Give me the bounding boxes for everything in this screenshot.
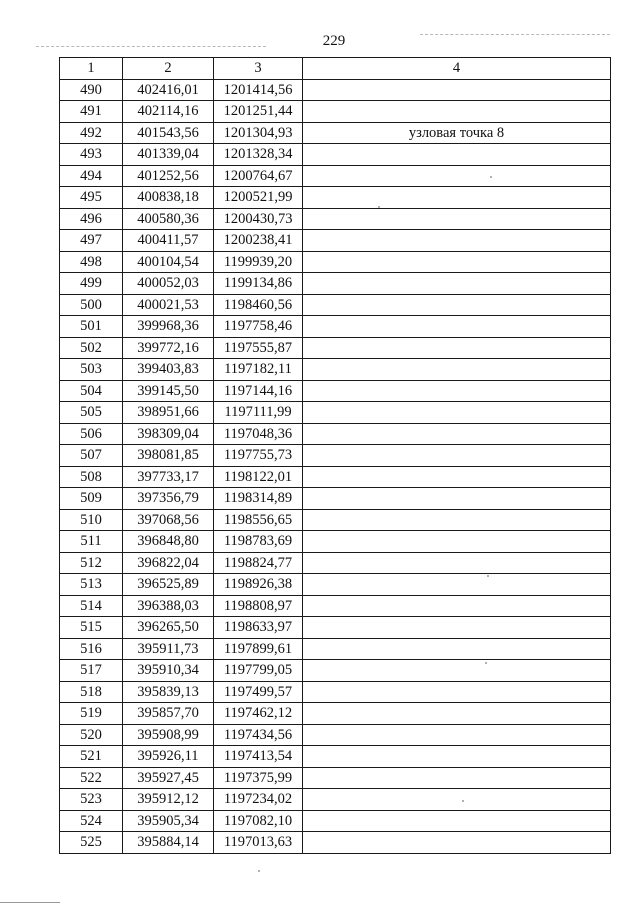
table-row — [60, 703, 611, 725]
note-cell: узловая точка 8 — [303, 122, 611, 144]
note-cell — [303, 402, 611, 424]
point-number-cell: 525 — [60, 832, 123, 854]
x-coordinate-cell: 398081,85 — [123, 445, 214, 467]
note-cell — [303, 595, 611, 617]
y-coordinate-cell: 1198314,89 — [214, 488, 303, 510]
scan-speck — [378, 206, 380, 208]
x-coordinate-cell: 397733,17 — [123, 466, 214, 488]
table-body — [60, 79, 611, 853]
y-coordinate-cell: 1197499,57 — [214, 681, 303, 703]
column-header-note: 4 — [303, 58, 611, 80]
y-coordinate-cell: 1200238,41 — [214, 230, 303, 252]
table-row — [60, 208, 611, 230]
note-cell — [303, 509, 611, 531]
point-number-cell: 516 — [60, 638, 123, 660]
point-number-cell: 496 — [60, 208, 123, 230]
note-cell — [303, 488, 611, 510]
table-row — [60, 810, 611, 832]
x-coordinate-cell: 402114,16 — [123, 101, 214, 123]
point-number-cell: 498 — [60, 251, 123, 273]
table-row — [60, 488, 611, 510]
x-coordinate-cell: 399403,83 — [123, 359, 214, 381]
point-number-cell: 495 — [60, 187, 123, 209]
y-coordinate-cell: 1197434,56 — [214, 724, 303, 746]
x-coordinate-cell: 399968,36 — [123, 316, 214, 338]
x-coordinate-cell: 400021,53 — [123, 294, 214, 316]
point-number-cell: 523 — [60, 789, 123, 811]
column-header-point-number: 1 — [60, 58, 123, 80]
point-number-cell: 503 — [60, 359, 123, 381]
note-cell — [303, 294, 611, 316]
note-cell — [303, 660, 611, 682]
y-coordinate-cell: 1201251,44 — [214, 101, 303, 123]
table-row — [60, 445, 611, 467]
note-cell — [303, 380, 611, 402]
y-coordinate-cell: 1198824,77 — [214, 552, 303, 574]
point-number-cell: 502 — [60, 337, 123, 359]
x-coordinate-cell: 398951,66 — [123, 402, 214, 424]
y-coordinate-cell: 1198122,01 — [214, 466, 303, 488]
x-coordinate-cell: 396388,03 — [123, 595, 214, 617]
x-coordinate-cell: 395927,45 — [123, 767, 214, 789]
x-coordinate-cell: 395926,11 — [123, 746, 214, 768]
scan-speck — [258, 870, 260, 872]
note-cell — [303, 208, 611, 230]
note-cell — [303, 681, 611, 703]
table-row — [60, 638, 611, 660]
x-coordinate-cell: 401252,56 — [123, 165, 214, 187]
table-row — [60, 595, 611, 617]
point-number-cell: 501 — [60, 316, 123, 338]
note-cell — [303, 316, 611, 338]
y-coordinate-cell: 1199939,20 — [214, 251, 303, 273]
table-row — [60, 273, 611, 295]
table-row — [60, 402, 611, 424]
y-coordinate-cell: 1201304,93 — [214, 122, 303, 144]
y-coordinate-cell: 1200430,73 — [214, 208, 303, 230]
x-coordinate-cell: 401339,04 — [123, 144, 214, 166]
y-coordinate-cell: 1197111,99 — [214, 402, 303, 424]
table-row — [60, 294, 611, 316]
y-coordinate-cell: 1197462,12 — [214, 703, 303, 725]
table-row — [60, 423, 611, 445]
point-number-cell: 507 — [60, 445, 123, 467]
x-coordinate-cell: 399145,50 — [123, 380, 214, 402]
x-coordinate-cell: 400411,57 — [123, 230, 214, 252]
table-row — [60, 767, 611, 789]
point-number-cell: 514 — [60, 595, 123, 617]
x-coordinate-cell: 402416,01 — [123, 79, 214, 101]
point-number-cell: 509 — [60, 488, 123, 510]
y-coordinate-cell: 1201328,34 — [214, 144, 303, 166]
note-cell — [303, 144, 611, 166]
x-coordinate-cell: 396265,50 — [123, 617, 214, 639]
y-coordinate-cell: 1197899,61 — [214, 638, 303, 660]
note-cell — [303, 724, 611, 746]
note-cell — [303, 187, 611, 209]
note-cell — [303, 746, 611, 768]
y-coordinate-cell: 1197555,87 — [214, 337, 303, 359]
point-number-cell: 511 — [60, 531, 123, 553]
point-number-cell: 504 — [60, 380, 123, 402]
table-row — [60, 789, 611, 811]
point-number-cell: 490 — [60, 79, 123, 101]
table-row — [60, 660, 611, 682]
y-coordinate-cell: 1197799,05 — [214, 660, 303, 682]
y-coordinate-cell: 1198556,65 — [214, 509, 303, 531]
x-coordinate-cell: 395911,73 — [123, 638, 214, 660]
x-coordinate-cell: 395910,34 — [123, 660, 214, 682]
x-coordinate-cell: 395908,99 — [123, 724, 214, 746]
y-coordinate-cell: 1198633,97 — [214, 617, 303, 639]
point-number-cell: 506 — [60, 423, 123, 445]
note-cell — [303, 466, 611, 488]
table-row — [60, 122, 611, 144]
y-coordinate-cell: 1197755,73 — [214, 445, 303, 467]
x-coordinate-cell: 395839,13 — [123, 681, 214, 703]
y-coordinate-cell: 1197758,46 — [214, 316, 303, 338]
point-number-cell: 518 — [60, 681, 123, 703]
note-cell — [303, 251, 611, 273]
note-cell — [303, 638, 611, 660]
x-coordinate-cell: 400838,18 — [123, 187, 214, 209]
note-cell — [303, 703, 611, 725]
point-number-cell: 521 — [60, 746, 123, 768]
note-cell — [303, 101, 611, 123]
table-row — [60, 359, 611, 381]
y-coordinate-cell: 1198460,56 — [214, 294, 303, 316]
point-number-cell: 492 — [60, 122, 123, 144]
x-coordinate-cell: 400052,03 — [123, 273, 214, 295]
table-row — [60, 187, 611, 209]
scan-speck — [490, 176, 492, 178]
table-row — [60, 230, 611, 252]
point-number-cell: 491 — [60, 101, 123, 123]
note-cell — [303, 767, 611, 789]
y-coordinate-cell: 1201414,56 — [214, 79, 303, 101]
point-number-cell: 494 — [60, 165, 123, 187]
point-number-cell: 512 — [60, 552, 123, 574]
x-coordinate-cell: 396525,89 — [123, 574, 214, 596]
y-coordinate-cell: 1197375,99 — [214, 767, 303, 789]
table-row — [60, 316, 611, 338]
table-row — [60, 101, 611, 123]
note-cell — [303, 273, 611, 295]
note-cell — [303, 552, 611, 574]
point-number-cell: 513 — [60, 574, 123, 596]
header-row — [60, 58, 611, 80]
x-coordinate-cell: 400104,54 — [123, 251, 214, 273]
point-number-cell: 522 — [60, 767, 123, 789]
table-row — [60, 144, 611, 166]
note-cell — [303, 574, 611, 596]
x-coordinate-cell: 397356,79 — [123, 488, 214, 510]
x-coordinate-cell: 395857,70 — [123, 703, 214, 725]
table-row — [60, 251, 611, 273]
point-number-cell: 493 — [60, 144, 123, 166]
y-coordinate-cell: 1200764,67 — [214, 165, 303, 187]
note-cell — [303, 617, 611, 639]
table-row — [60, 681, 611, 703]
y-coordinate-cell: 1197013,63 — [214, 832, 303, 854]
column-header-x: 2 — [123, 58, 214, 80]
column-header-y: 3 — [214, 58, 303, 80]
note-cell — [303, 531, 611, 553]
table-row — [60, 531, 611, 553]
x-coordinate-cell: 395905,34 — [123, 810, 214, 832]
table-row — [60, 574, 611, 596]
page-number: 229 — [322, 33, 346, 49]
table-row — [60, 746, 611, 768]
coordinates-table — [59, 57, 611, 854]
x-coordinate-cell: 399772,16 — [123, 337, 214, 359]
y-coordinate-cell: 1198926,38 — [214, 574, 303, 596]
y-coordinate-cell: 1198783,69 — [214, 531, 303, 553]
y-coordinate-cell: 1197082,10 — [214, 810, 303, 832]
point-number-cell: 499 — [60, 273, 123, 295]
note-cell — [303, 789, 611, 811]
x-coordinate-cell: 395912,12 — [123, 789, 214, 811]
y-coordinate-cell: 1199134,86 — [214, 273, 303, 295]
note-cell — [303, 359, 611, 381]
table-row — [60, 617, 611, 639]
y-coordinate-cell: 1198808,97 — [214, 595, 303, 617]
x-coordinate-cell: 400580,36 — [123, 208, 214, 230]
y-coordinate-cell: 1197182,11 — [214, 359, 303, 381]
note-cell — [303, 423, 611, 445]
note-cell — [303, 810, 611, 832]
scan-speck — [462, 800, 464, 802]
table-row — [60, 337, 611, 359]
y-coordinate-cell: 1197413,54 — [214, 746, 303, 768]
y-coordinate-cell: 1200521,99 — [214, 187, 303, 209]
scan-artifact-line — [0, 902, 60, 903]
note-cell — [303, 337, 611, 359]
point-number-cell: 500 — [60, 294, 123, 316]
scan-speck — [485, 662, 487, 664]
scan-speck — [487, 575, 489, 577]
x-coordinate-cell: 397068,56 — [123, 509, 214, 531]
note-cell — [303, 832, 611, 854]
note-cell — [303, 445, 611, 467]
x-coordinate-cell: 395884,14 — [123, 832, 214, 854]
y-coordinate-cell: 1197048,36 — [214, 423, 303, 445]
note-cell — [303, 165, 611, 187]
table-row — [60, 79, 611, 101]
point-number-cell: 520 — [60, 724, 123, 746]
x-coordinate-cell: 401543,56 — [123, 122, 214, 144]
table-row — [60, 509, 611, 531]
x-coordinate-cell: 396848,80 — [123, 531, 214, 553]
point-number-cell: 505 — [60, 402, 123, 424]
table-row — [60, 724, 611, 746]
note-cell — [303, 79, 611, 101]
table-header — [60, 58, 611, 80]
point-number-cell: 508 — [60, 466, 123, 488]
table-row — [60, 380, 611, 402]
table-row — [60, 165, 611, 187]
table-row — [60, 552, 611, 574]
point-number-cell: 515 — [60, 617, 123, 639]
point-number-cell: 510 — [60, 509, 123, 531]
x-coordinate-cell: 398309,04 — [123, 423, 214, 445]
table-row — [60, 832, 611, 854]
point-number-cell: 519 — [60, 703, 123, 725]
note-cell — [303, 230, 611, 252]
y-coordinate-cell: 1197144,16 — [214, 380, 303, 402]
point-number-cell: 524 — [60, 810, 123, 832]
y-coordinate-cell: 1197234,02 — [214, 789, 303, 811]
x-coordinate-cell: 396822,04 — [123, 552, 214, 574]
table-row — [60, 466, 611, 488]
point-number-cell: 497 — [60, 230, 123, 252]
point-number-cell: 517 — [60, 660, 123, 682]
